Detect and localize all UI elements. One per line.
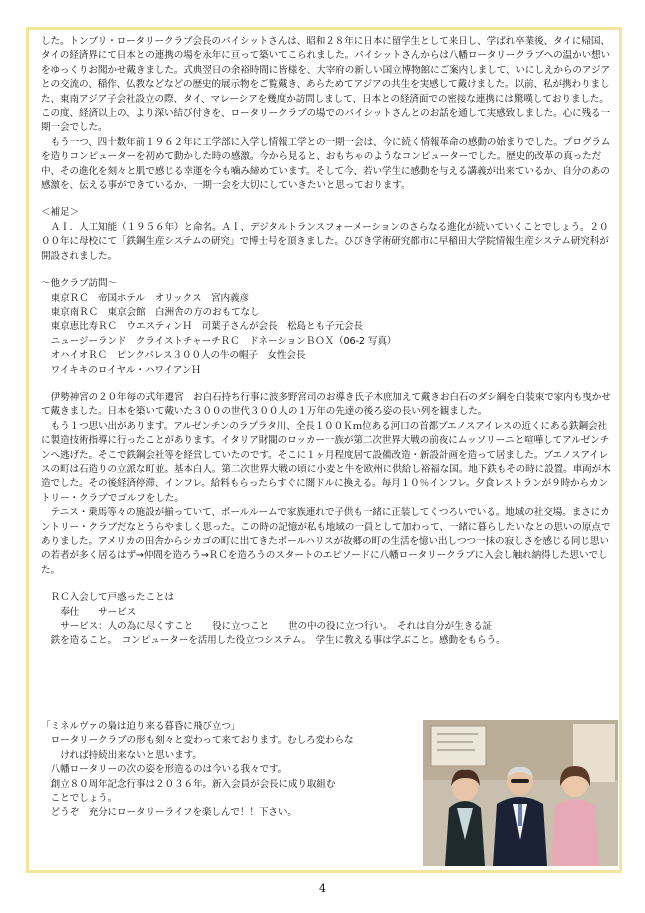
rc-line: 奉仕 サービス [60, 606, 137, 618]
rc-line: 鉄を造ること。 コンピューターを活用した役立つシステム。 学生に教える事は学ぶこと。感動をもらう。 [50, 635, 506, 647]
closing-line: どうぞ 充分にロータリーライフを楽しんで！！下さい。 [50, 807, 297, 819]
club-item: 東京ＲＣ 帝国ホテル オリックス 宮内義彦 [50, 292, 250, 304]
paragraph-tennis: テニス・乗馬等々の施設が揃っていて、ボールルームで家族連れで子供も一緒に正装してくつろいでいる。地域の社交場。まさにカントリー・クラブだなとうらやましく思った。この時の記憶が私も地域の一員として加わって、一緒に暮らしたいなとの思いの原点でありました。アメリカの田舎からシカゴの町に出てきたポールハリスが故郷の町の生活を憶い出しつつ一抹の寂しさを感じる同じ思いの若者が多く居るはず→仲間を造ろう→ＲＣを造ろうのスタートのエピソードに八幡ロータリークラブに入会し触れ納得した思いでした。 [41, 507, 611, 576]
hoki-text: ＡＩ．人工知能（１９５６年）と命名。ＡＩ、デジタルトランスフォーメーションのさらなる進化が続いていくことでしょう。２０００年に母校にて「鉄鋼生産システムの研究」で博士号を頂きました。ひびき学術研究都市に早稲田大学院情報生産システム研究科が開設されました。 [41, 221, 609, 262]
page-frame [26, 27, 622, 873]
closing-line: ロータリークラブの形も刻々と変わって来ております。むしろ変わらな [50, 735, 354, 747]
closing-line: ことでしょう。 [50, 793, 118, 805]
main-text [41, 35, 611, 649]
other-clubs-heading: 〜他クラブ訪問〜 [41, 278, 117, 290]
paragraph-information: もう一つ、四十数年前１９６２年に工学部に入学し情報工学との一期一会は、今に続く情報革命の感動の始まりでした。プログラムを造りコンピューターを初めて動かした時の感激。今から見ると、おもちゃのようなコンピューターでした。歴史的改革の真っただ中、その進化を刻々と肌で感じる幸運を今も噛み締めています。そして今、若い学生に感動を与える講義が出来ているか、自分のあの感激を、伝える事ができているか、一期一会を大切にしていきたいと思っております。 [41, 136, 611, 192]
club-item: ワイキキのロイヤル・ハワイアンＨ [50, 364, 201, 376]
closing-line: 創立８０周年記念行事は２０３６年。新入会員が会長に成り取組む [50, 778, 336, 790]
club-item: 東京恵比寿ＲＣ ウエスティンＨ 司葉子さんが会長 松島とも子元会長 [50, 321, 363, 333]
closing-text [41, 720, 433, 821]
paragraph-paisit: した。トンブリ・ロータリークラブ会長のパイシットさんは、昭和２８年に日本に留学生として来日し、学ばれ卒業後、タイに帰国、タイの経済界にて日本との連携の場を永年に亘って築いてこられました。パイシットさんからは八幡ロータリークラブへの温かい想いをゆっくりお聞かせ戴きました。式典翌日の余裕時間に皆様を、大宰府の新しい国立博物館にご案内しまして、いにしえからのアジアとの交流の、稲作、仏教などなどの歴史的展示物をご覧戴き、あらためてアジアの共生を実感して戴けました。以前、私が携わりました、東南アジア子会社設立の際、タイ、マレーシアを幾度か訪問しまして、日本との経済面での密接な連携には驚嘆しておりました。この度、経済以上の、より深い結び付きを、ロータリークラブの場でのパイシットさんとのお話を通して実感致しました。心に残る一期一会でした。 [41, 36, 611, 134]
rc-lead: ＲＣ入会して戸惑ったことは [50, 592, 175, 604]
paragraph-ise: 伊勢神宮の２０年毎の式年遷宮 お白石持ち行事に波多野宮司のお導き氏子木庶加えて戴きお白石のダシ綱を白装束で家内も曳かせて戴きました。日本を築いて戴いた３００の世代３００人の１万年の先達の後ろ姿の長い列を観ました。 [41, 391, 611, 418]
hoki-heading: ＜補足＞ [41, 207, 79, 219]
club-item: オハイオＲＣ ピンクパレス３００人の牛の帽子 女性会長 [50, 350, 306, 362]
club-item: ニュージーランド クライストチャーチＲＣ ドネーションＢＯＸ（06-2 写真） [50, 335, 397, 347]
page-number: 4 [319, 882, 326, 895]
rc-line: サービス：人の為に尽くすこと 役に立つこと 世の中の役に立つ行い。 それは自分が生きる証 [60, 621, 493, 633]
closing-quote: 「ミネルヴァの梟は迫り来る暮昏に飛び立つ」 [41, 721, 241, 732]
paragraph-argentina: もう１つ思い出があります。アルゼンチンのラプラタ川、全長１００Ｋｍ位ある河口の首都ブエノスアイレスの近くにある鉄鋼会社に製造技術指導に行ったことがあります。イタリア財閥のロッカー一族が第二次世界大戦の前夜にムッソリーニと喧嘩してアルゼンチンへ逃げた。そこで鉄鋼会社等を経営していたのです。そこに１ヶ月程度居て設備改造・新設計画を造って居ました。ブエノスアイレスの町は石造りの立派な町並。基本白人。第二次世界大戦の頃に小麦と牛を欧州に供給し裕福な国。地下鉄もその時に設置。車両が木造でした。その後経済停滞、インフレ。給料もらったらすぐに闇ドルに換える。毎月１０％インフレ。夕食レストランが９時からカントリー・クラブでゴルフをした。 [41, 420, 611, 504]
closing-line: 八幡ロータリーの次の姿を形造るのは今いる我々です。 [50, 764, 288, 776]
club-item: 東京南ＲＣ 東京会館 白洲舎の方のおもてなし [50, 306, 260, 318]
closing-line: ければ持続出来ないと思います。 [60, 749, 202, 761]
group-photo [423, 720, 618, 866]
